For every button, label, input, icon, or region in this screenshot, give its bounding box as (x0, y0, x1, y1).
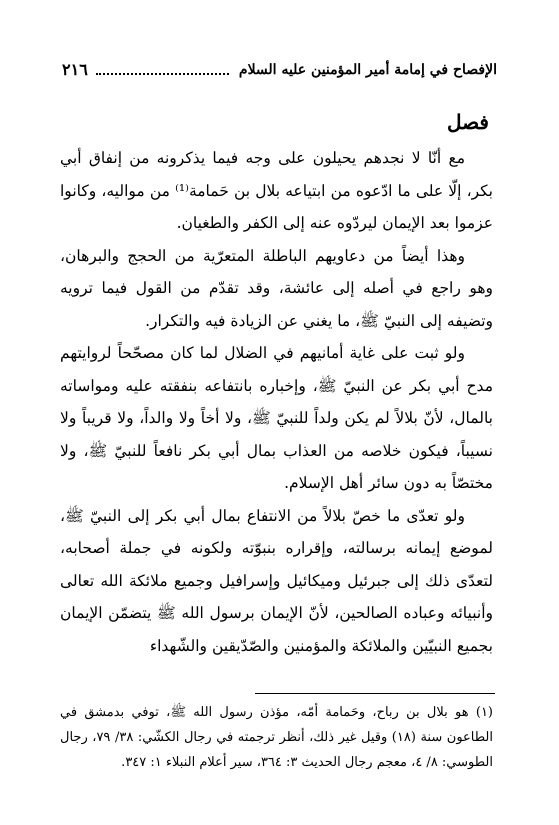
section-heading: فصل (446, 110, 489, 134)
paragraph: مع أنّا لا نجدهم يحيلون على وجه فيما يذكرونه من إنفاق أبي بكر، إلّا على ما ادّعوه من ابتياعه بلال بن حَمامة⁽¹⁾ من مواليه، وكانوا عزموا بعد الإيمان ليردّوه عنه إلى الكفر والطغيان. (60, 149, 493, 232)
body-text (60, 142, 493, 662)
paragraph: ولو تعدّى ما خصّ بلالاً من الانتفاع بمال أبي بكر إلى النبيّ ﷺ، لموضع إيمانه برسالته، وإقراره بنبوّته ولكونه في جملة أصحابه، لتعدّى ذلك إلى جبرئيل وميكائيل وإسرافيل وجميع ملائكة الله تعالى وأنبيائه وعباده الصالحين، لأنّ الإيمان برسول الله ﷺ يتضمّن الإيمان بجميع النبيّين والملائكة والمؤمنين والصّدّيقين والشّهداء (60, 506, 493, 655)
footnote-text: (١) هو بلال بن رباح، وحَمامة أمّه، مؤذن رسول الله ﷺ، توفي بدمشق في الطاعون سنة (١٨) وقيل غير ذلك، أنظر ترجمته في رجال الكشّي: ٣٨/ ٧٩، رجال الطوسي: ٨/ ٤، معجم رجال الحديث ٣: ٣٦٤، سير أعلام النبلاء ١: ٣٤٧. (60, 705, 493, 770)
paragraph: وهذا أيضاً من دعاويهم الباطلة المتعرّية من الحجج والبرهان، وهو راجع في أصله إلى عائشة، وقد تقدّم من القول فيما ترويه وتضيفه إلى النبيّ ﷺ، ما يغني عن الزيادة فيه والتكرار. (60, 246, 493, 330)
footnote-separator (255, 693, 495, 694)
header-dot-leader (96, 73, 229, 75)
running-title: الإفصاح في إمامة أمير المؤمنين عليه السلام (238, 62, 497, 78)
footnote (60, 700, 493, 775)
page-number: ٢١٦ (62, 60, 88, 79)
running-header (62, 60, 497, 80)
paragraph: ولو ثبت على غاية أمانيهم في الضلال لما كان مصحّحاً لروايتهم مدح أبي بكر عن النبيّ ﷺ، وإخباره بانتفاعه بنفقته عليه ومواساته بالمال، لأنّ بلالاً لم يكن ولداً للنبيّ ﷺ، ولا أخاً ولا والداً، ولا قريباً ولا نسيباً، فيكون خلاصه من العذاب بمال أبي بكر نافعاً للنبيّ ﷺ، ولا مختصّاً به دون سائر أهل الإسلام. (60, 344, 493, 492)
